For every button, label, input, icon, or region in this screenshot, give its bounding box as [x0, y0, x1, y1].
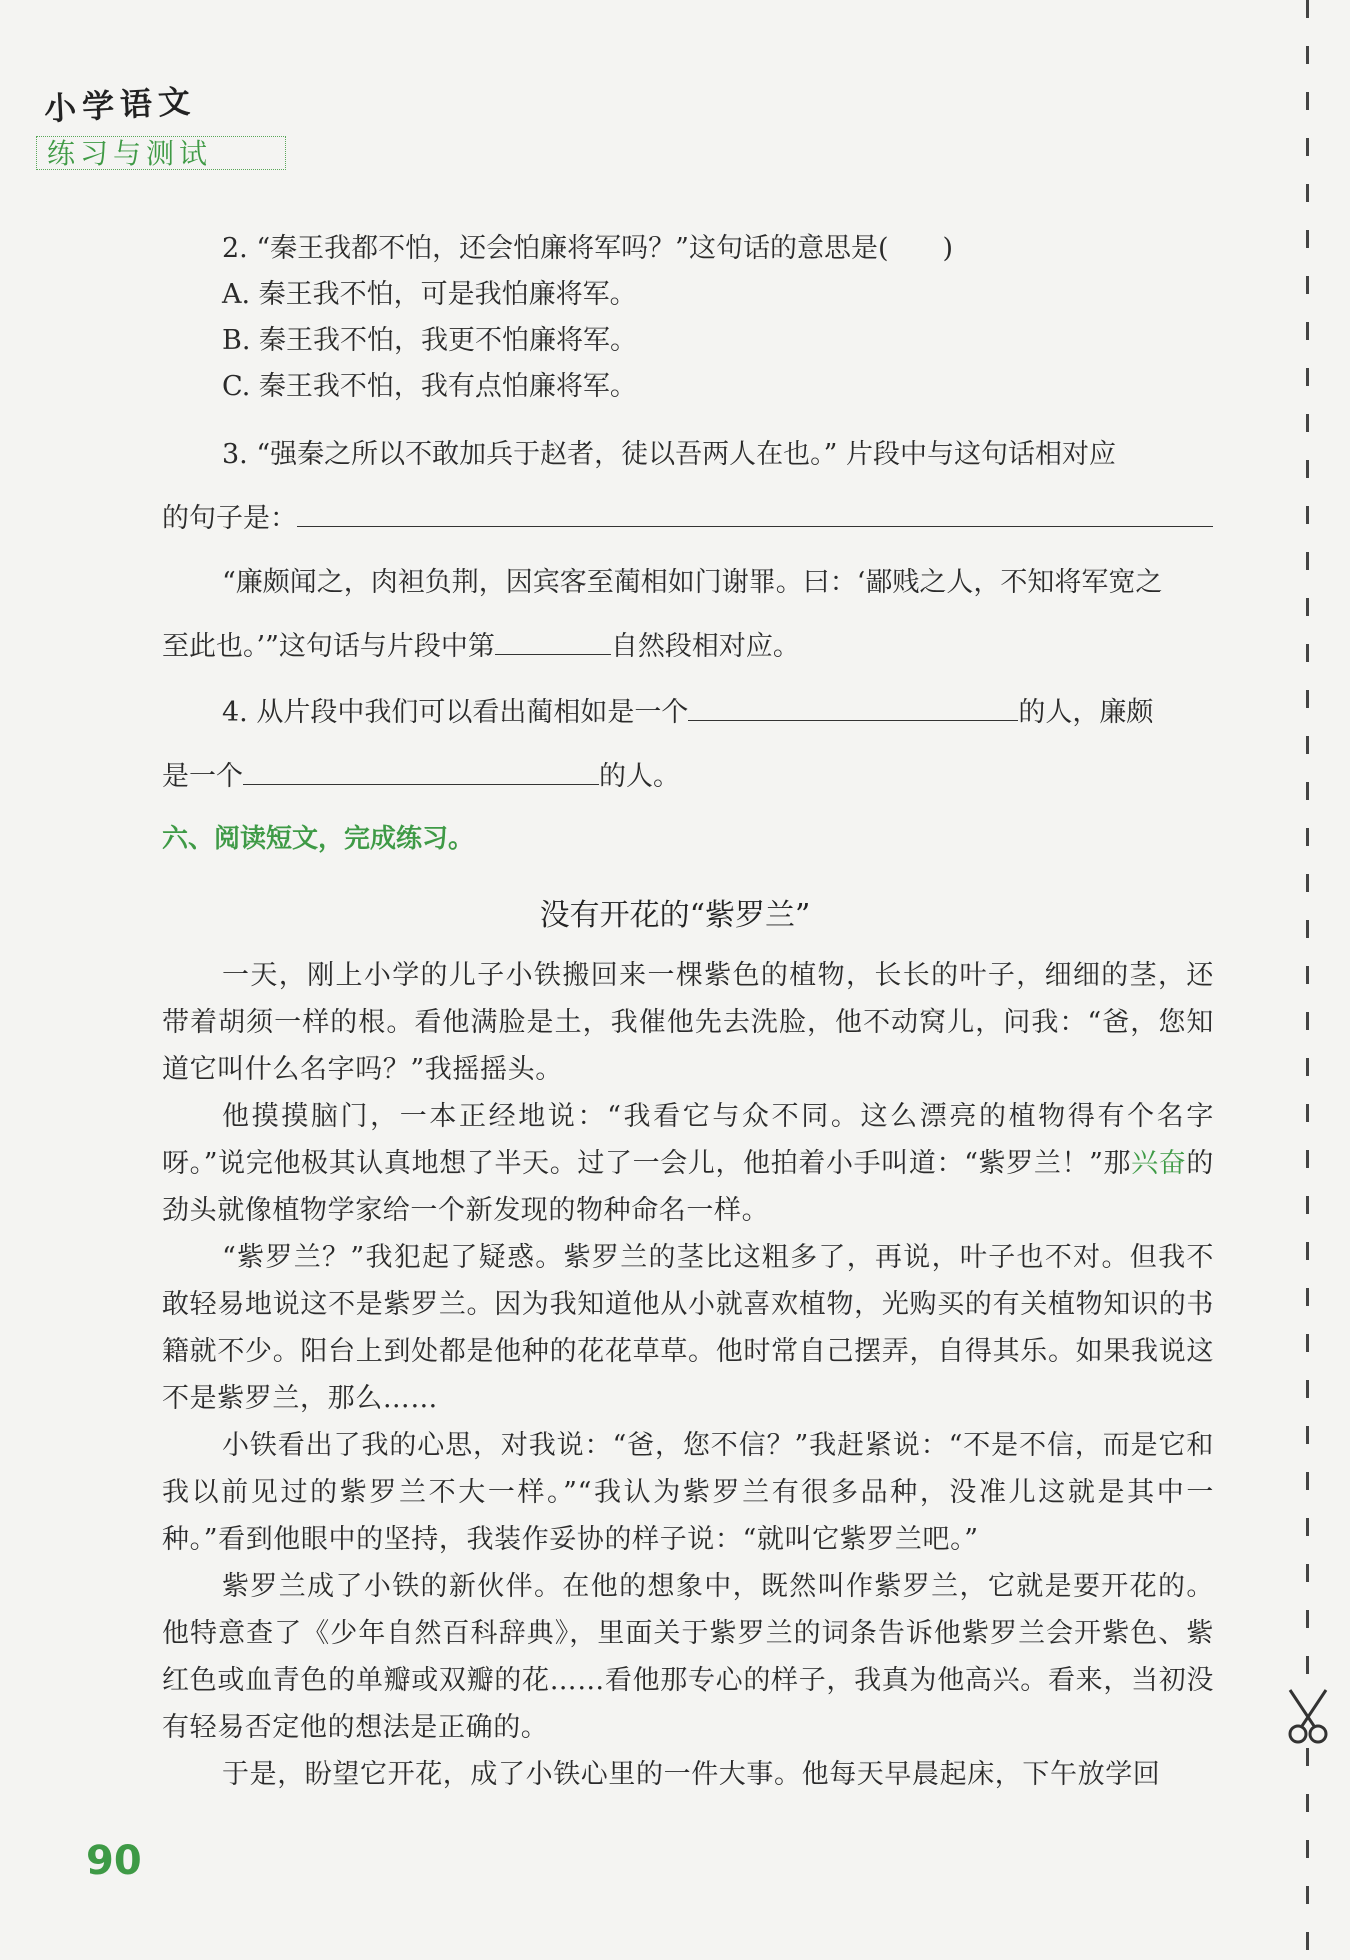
series-logo-title: 小学语文	[43, 82, 198, 128]
q4-line1-suffix: 的人，廉颇	[1018, 697, 1154, 728]
emphasis-dotted-word: 兴奋	[1131, 1148, 1187, 1179]
story-title: 没有开花的“紫罗兰”	[539, 898, 811, 933]
q4-answer-blank-1[interactable]	[688, 696, 1018, 721]
q3-line2	[162, 496, 1214, 535]
story-paragraph-6: 于是，盼望它开花，成了小铁心里的一件大事。他每天早晨起床，下午放学回	[222, 1759, 1161, 1790]
q4-line1	[222, 690, 1214, 729]
section-six-heading: 六、阅读短文，完成练习。	[162, 824, 475, 854]
q4-line1-prefix: 4. 从片段中我们可以看出蔺相如是一个	[222, 697, 689, 728]
story-paragraph-3: “紫罗兰？”我犯起了疑惑。紫罗兰的茎比这粗多了，再说，叶子也不对。但我不敢轻易地说这不是紫罗兰。因为我知道他从小就喜欢植物，光购买的有关植物知识的书籍就不少。阳台上到处都是他种的花花草草。他时常自己摆弄，自得其乐。如果我说这不是紫罗兰，那么……	[162, 1242, 1214, 1414]
story-paragraph-1: 一天，刚上小学的儿子小铁搬回来一棵紫色的植物，长长的叶子，细细的茎，还带着胡须一样的根。看他满脸是土，我催他先去洗脸，他不动窝儿，问我：“爸，您知道它叫什么名字吗？”我摇摇头。	[162, 960, 1214, 1085]
story-paragraph-2	[162, 1093, 1214, 1234]
q4-line2-prefix: 是一个	[162, 761, 243, 792]
q3-line4-prefix: 至此也。’”这句话与片段中第	[162, 631, 495, 662]
q4-line2-suffix: 的人。	[599, 761, 680, 792]
cut-line-dashed	[1306, 0, 1309, 1960]
series-logo-subtitle: 练习与测试	[36, 136, 286, 170]
q3-answer-blank-1[interactable]	[297, 502, 1213, 527]
q2-option-b: B. 秦王我不怕，我更不怕廉将军。	[222, 325, 638, 356]
q3-line4	[162, 624, 1214, 663]
q4-answer-blank-2[interactable]	[243, 760, 599, 785]
q4-line2	[162, 754, 1214, 793]
scissors-icon	[1284, 1686, 1332, 1746]
q2-option-c: C. 秦王我不怕，我有点怕廉将军。	[222, 371, 637, 402]
q3-line1: 3. “强秦之所以不敢加兵于赵者，徒以吾两人在也。” 片段中与这句话相对应	[222, 439, 1117, 470]
q3-line3: “廉颇闻之，肉袒负荆，因宾客至蔺相如门谢罪。曰：‘鄙贱之人，不知将军宽之	[222, 567, 1163, 598]
q3-line4-suffix: 自然段相对应。	[610, 631, 800, 662]
q2-question: 2. “秦王我都不怕，还会怕廉将军吗？”这句话的意思是( )	[222, 233, 954, 264]
q3-answer-blank-2[interactable]	[495, 630, 611, 655]
story-paragraph-4: 小铁看出了我的心思，对我说：“爸，您不信？”我赶紧说：“不是不信，而是它和我以前见过的紫罗兰不大一样。”“我认为紫罗兰有很多品种，没准儿这就是其中一种。”看到他眼中的坚持，我装作妥协的样子说：“就叫它紫罗兰吧。”	[162, 1430, 1214, 1555]
q2-option-a: A. 秦王我不怕，可是我怕廉将军。	[222, 279, 637, 310]
story-paragraph-5: 紫罗兰成了小铁的新伙伴。在他的想象中，既然叫作紫罗兰，它就是要开花的。他特意查了《少年自然百科辞典》，里面关于紫罗兰的词条告诉他紫罗兰会开紫色、紫红色或血青色的单瓣或双瓣的花……看他那专心的样子，我真为他高兴。看来，当初没有轻易否定他的想法是正确的。	[162, 1571, 1214, 1743]
story-paragraph-2-text-b: 的劲头就像植物学家给一个新发现的物种命名一样。	[162, 1148, 1215, 1226]
story-paragraph-2-text-a: 他摸摸脑门，一本正经地说：“我看它与众不同。这么漂亮的植物得有个名字呀。”说完他极其认真地想了半天。过了一会儿，他拍着小手叫道：“紫罗兰！”那	[162, 1101, 1214, 1179]
q3-line2-label: 的句子是：	[162, 503, 297, 534]
page-number: 90	[86, 1838, 142, 1884]
